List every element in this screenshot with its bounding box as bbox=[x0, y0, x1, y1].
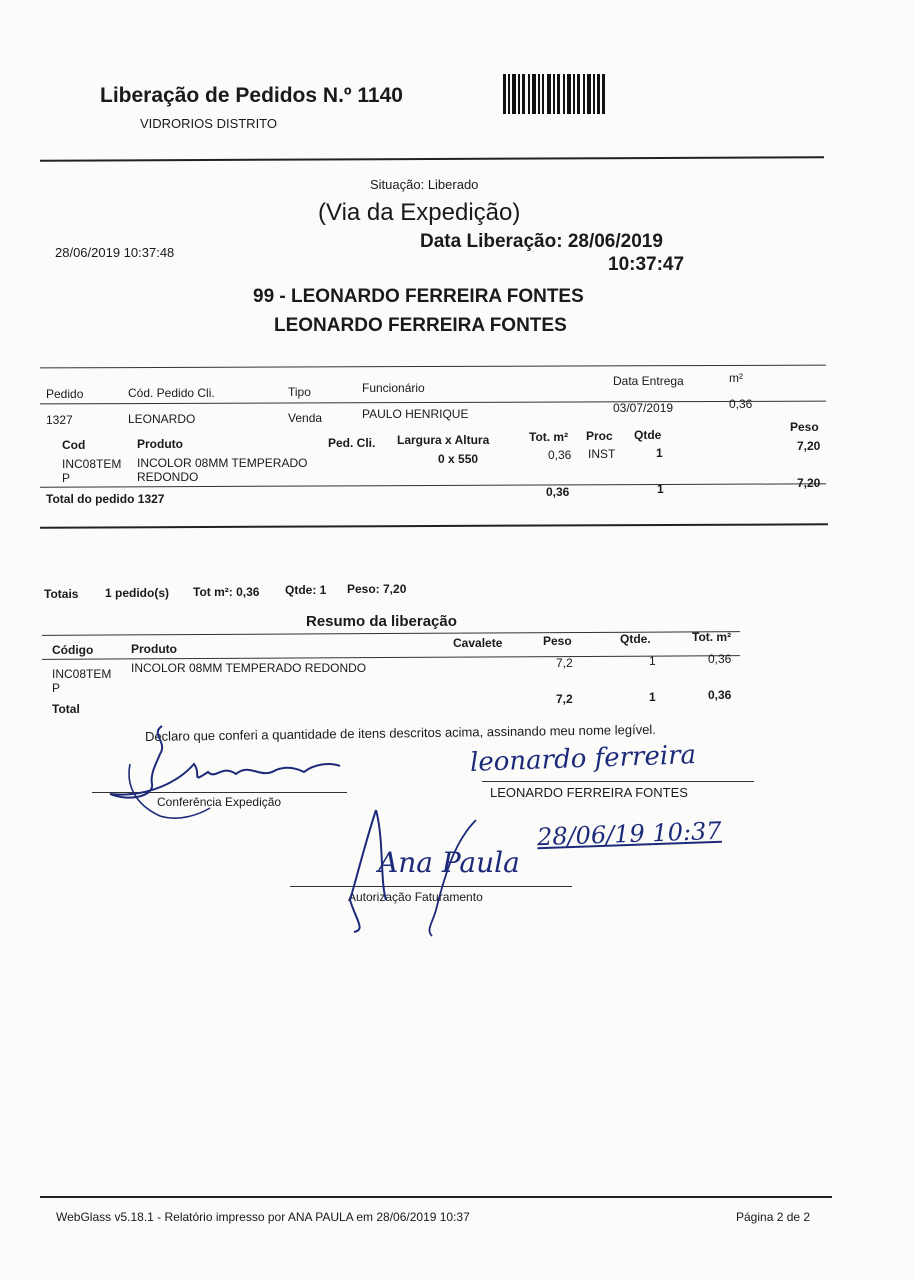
col-pedido: Pedido bbox=[46, 387, 84, 401]
item-tot-m2: 0,36 bbox=[548, 448, 572, 462]
item-col-cod: Cod bbox=[62, 438, 86, 452]
totals-peso: Peso: 7,20 bbox=[347, 582, 407, 596]
item-largura-altura: 0 x 550 bbox=[438, 452, 479, 466]
order-tipo: Venda bbox=[288, 411, 323, 425]
item-qtde: 1 bbox=[656, 446, 663, 460]
header-divider bbox=[40, 156, 824, 161]
footer-report-info: WebGlass v5.18.1 - Relatório impresso por ANA PAULA em 28/06/2019 10:37 bbox=[56, 1210, 470, 1224]
item-col-peso: Peso bbox=[790, 420, 819, 434]
via-label: (Via da Expedição) bbox=[318, 199, 521, 226]
col-m2: m² bbox=[729, 371, 743, 385]
summary-peso: 7,2 bbox=[556, 656, 573, 670]
order-total-label: Total do pedido 1327 bbox=[46, 492, 165, 506]
summary-total-label: Total bbox=[52, 702, 80, 716]
item-proc: INST bbox=[588, 447, 616, 461]
footer-page-number: Página 2 de 2 bbox=[736, 1210, 811, 1224]
client-line1: 99 - LEONARDO FERREIRA FONTES bbox=[253, 286, 584, 307]
order-cod-pedido-cli: LEONARDO bbox=[128, 412, 196, 426]
summary-col-peso: Peso bbox=[543, 634, 572, 648]
summary-total-peso: 7,2 bbox=[556, 692, 573, 706]
summary-codigo-line1: INC08TEM bbox=[52, 667, 112, 681]
conferencia-signature bbox=[90, 724, 370, 824]
order-header-rule bbox=[40, 401, 826, 405]
summary-qtde: 1 bbox=[649, 654, 656, 668]
col-data-entrega: Data Entrega bbox=[613, 374, 684, 388]
item-col-ped-cli: Ped. Cli. bbox=[328, 436, 376, 450]
summary-produto: INCOLOR 08MM TEMPERADO REDONDO bbox=[131, 661, 367, 675]
item-col-tot-m2: Tot. m² bbox=[529, 430, 569, 444]
summary-col-tot-m2: Tot. m² bbox=[692, 630, 732, 644]
report-title: Liberação de Pedidos N.º 1140 bbox=[100, 84, 403, 107]
declaration-text: Declaro que conferi a quantidade de itens descritos acima, assinando meu nome legível. bbox=[144, 721, 656, 744]
totals-qtde: Qtde: 1 bbox=[285, 583, 327, 597]
footer-rule bbox=[40, 1196, 832, 1198]
print-datetime: 28/06/2019 10:37:48 bbox=[55, 245, 175, 260]
client-signature-name: LEONARDO FERREIRA FONTES bbox=[490, 785, 688, 800]
order-total-qtde: 1 bbox=[657, 482, 664, 496]
order-pedido: 1327 bbox=[46, 413, 73, 427]
summary-col-codigo: Código bbox=[52, 643, 94, 657]
autorizacao-handwritten-signature: Ana Paula bbox=[378, 846, 520, 879]
order-bottom-rule bbox=[40, 523, 828, 528]
summary-col-produto: Produto bbox=[131, 642, 177, 656]
item-produto-line2: REDONDO bbox=[137, 470, 199, 484]
totals-pedidos: 1 pedido(s) bbox=[105, 586, 170, 600]
client-handwritten-signature: leonardo ferreira bbox=[469, 740, 697, 778]
item-cod-line1: INC08TEM bbox=[62, 457, 122, 471]
order-total-peso: 7,20 bbox=[797, 476, 821, 490]
totals-label: Totais bbox=[44, 587, 79, 601]
barcode bbox=[503, 74, 605, 114]
item-col-qtde: Qtde bbox=[634, 428, 662, 442]
item-col-largura-altura: Largura x Altura bbox=[397, 433, 490, 447]
summary-tot-m2: 0,36 bbox=[708, 652, 732, 666]
totals-m2: Tot m²: 0,36 bbox=[193, 585, 260, 599]
conferencia-label: Conferência Expedição bbox=[157, 795, 282, 809]
summary-total-qtde: 1 bbox=[649, 690, 656, 704]
item-produto-line1: INCOLOR 08MM TEMPERADO bbox=[137, 456, 308, 470]
autorizacao-label: Autorização Faturamento bbox=[348, 890, 483, 904]
summary-codigo-line2: P bbox=[52, 681, 61, 695]
summary-col-qtde: Qtde. bbox=[620, 632, 651, 646]
item-col-produto: Produto bbox=[137, 437, 183, 451]
col-cod-pedido-cli: Cód. Pedido Cli. bbox=[128, 386, 215, 400]
data-liberacao-time: 10:37:47 bbox=[608, 254, 685, 275]
data-liberacao: Data Liberação: 28/06/2019 bbox=[420, 231, 663, 252]
col-tipo: Tipo bbox=[288, 385, 311, 399]
situacao: Situação: Liberado bbox=[370, 177, 479, 192]
client-signature-line bbox=[482, 781, 754, 782]
order-data-entrega: 03/07/2019 bbox=[613, 401, 674, 415]
autorizacao-signature-strokes bbox=[336, 800, 536, 940]
client-line2: LEONARDO FERREIRA FONTES bbox=[274, 315, 567, 336]
item-peso: 7,20 bbox=[797, 439, 821, 453]
handwritten-date: 28/06/19 10:37 bbox=[536, 816, 723, 852]
item-col-proc: Proc bbox=[586, 429, 613, 443]
order-funcionario: PAULO HENRIQUE bbox=[362, 407, 469, 421]
col-funcionario: Funcionário bbox=[362, 381, 425, 395]
item-cod-line2: P bbox=[62, 471, 71, 485]
order-top-rule bbox=[40, 365, 826, 369]
company-name: VIDRORIOS DISTRITO bbox=[140, 116, 277, 131]
summary-col-cavalete: Cavalete bbox=[453, 636, 503, 650]
order-m2: 0,36 bbox=[729, 397, 753, 411]
order-total-m2: 0,36 bbox=[546, 485, 570, 499]
summary-total-tot-m2: 0,36 bbox=[708, 688, 732, 702]
summary-title: Resumo da liberação bbox=[306, 613, 457, 630]
